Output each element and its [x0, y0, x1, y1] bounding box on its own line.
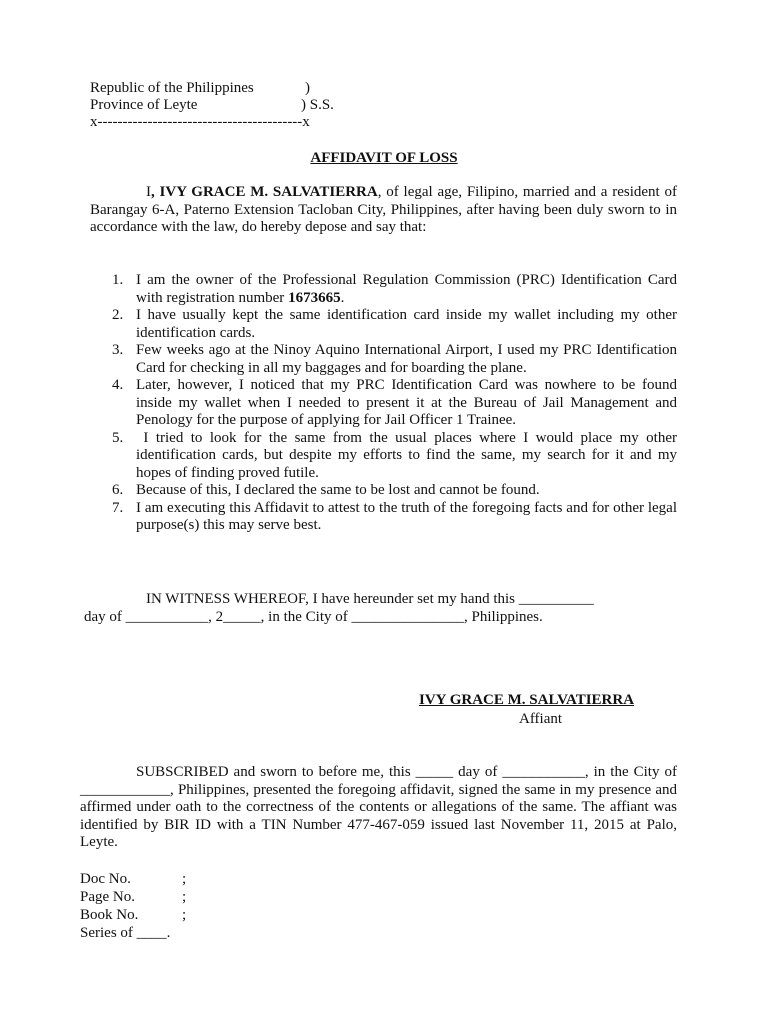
- header-divider: x-----------------------------------------x: [90, 114, 310, 130]
- doc-number-row: [80, 870, 186, 888]
- item-text: I tried to look for the same from the usual places where I would place my other identification cards, but despite my efforts to find the same, my search for it and my hopes of finding proved futile.: [136, 429, 681, 481]
- book-number-suffix: ;: [182, 907, 187, 923]
- list-item: [90, 307, 677, 342]
- item-text: I am the owner of the Professional Regulation Commission (PRC) Identification Card with registration number: [136, 272, 677, 306]
- item-text-end: .: [340, 289, 345, 306]
- list-item: [90, 342, 677, 377]
- page-number-suffix: ;: [182, 889, 187, 905]
- item-text: Later, however, I noticed that my PRC Identification Card was nowhere to be found inside my wallet when I needed to present it at the Bureau of Jail Management and Penology for the purpose of applying for Jail Officer 1 Trainee.: [136, 377, 677, 428]
- header-republic-text: Republic of the Philippines: [90, 80, 254, 96]
- affiant-name-intro: , IVY GRACE M. SALVATIERRA: [151, 184, 378, 200]
- doc-number-suffix: ;: [182, 871, 187, 887]
- item-number: 3.: [112, 342, 124, 358]
- doc-number-label: Doc No.: [80, 871, 131, 887]
- header-republic-line: [90, 80, 310, 97]
- item-number: 4.: [112, 377, 124, 393]
- book-number-label: Book No.: [80, 907, 139, 923]
- list-item: [90, 500, 677, 535]
- item-number: 5.: [112, 429, 124, 446]
- item-text: Because of this, I declared the same to be lost and cannot be found.: [136, 482, 540, 498]
- item-number: 6.: [112, 482, 124, 498]
- list-item: [90, 377, 677, 430]
- item-number: 1.: [112, 272, 124, 288]
- witness-paragraph: [84, 591, 684, 626]
- registration-number: 1673665: [288, 289, 341, 306]
- notary-block: [80, 870, 186, 942]
- intro-prefix: I: [146, 184, 151, 200]
- statement-list: [90, 272, 681, 535]
- header-ss: ) S.S.: [301, 97, 334, 113]
- series-row: [80, 924, 186, 942]
- affiant-label: Affiant: [519, 711, 563, 727]
- jurat-paragraph: [80, 764, 677, 852]
- item-text: I have usually kept the same identification card inside my wallet including my other identification cards.: [136, 307, 677, 341]
- witness-line-1: [84, 591, 684, 609]
- jurat-text: SUBSCRIBED and sworn to before me, this _____ day of ___________, in the City of ____________, Philippines, presented the foregoing affidavit, signed the same in my presence and affirmed under oath to the correctness of the contents or allegations of the same. The affiant was identified by BIR ID with a TIN Number 477-467-059 issued last November 11, 2015 at Palo, Leyte.: [80, 764, 677, 850]
- item-number: 2.: [112, 307, 124, 323]
- affiant-signature-name: IVY GRACE M. SALVATIERRA: [419, 692, 635, 708]
- item-text: I am executing this Affidavit to attest to the truth of the foregoing facts and for other legal purpose(s) this may serve best.: [136, 499, 677, 533]
- header-bracket-1: ): [305, 80, 310, 96]
- series-label: Series of ____.: [80, 925, 171, 941]
- header-province-text: Province of Leyte: [90, 97, 198, 113]
- item-text: Few weeks ago at the Ninoy Aquino International Airport, I used my PRC Identification Card for checking in all my baggages and for boarding the plane.: [136, 342, 677, 376]
- header-province-line: [90, 97, 334, 114]
- item-number: 7.: [112, 499, 124, 516]
- witness-line-2: day of ___________, 2_____, in the City of _______________, Philippines.: [84, 608, 543, 625]
- document-title: AFFIDAVIT OF LOSS: [310, 150, 458, 166]
- list-item: [90, 429, 681, 483]
- list-item: [90, 482, 677, 500]
- list-item: [90, 272, 677, 307]
- book-number-row: [80, 906, 186, 924]
- witness-text-1: IN WITNESS WHEREOF, I have hereunder set my hand this __________: [146, 591, 594, 607]
- intro-text: , of legal age, Filipino, married and a resident of Barangay 6-A, Paterno Extension Tacloban City, Philippines, after having been duly sworn to in accordance with the law, do hereby depose and say that:: [90, 184, 677, 235]
- intro-paragraph: [90, 184, 677, 237]
- page-number-row: [80, 888, 186, 906]
- page-number-label: Page No.: [80, 889, 135, 905]
